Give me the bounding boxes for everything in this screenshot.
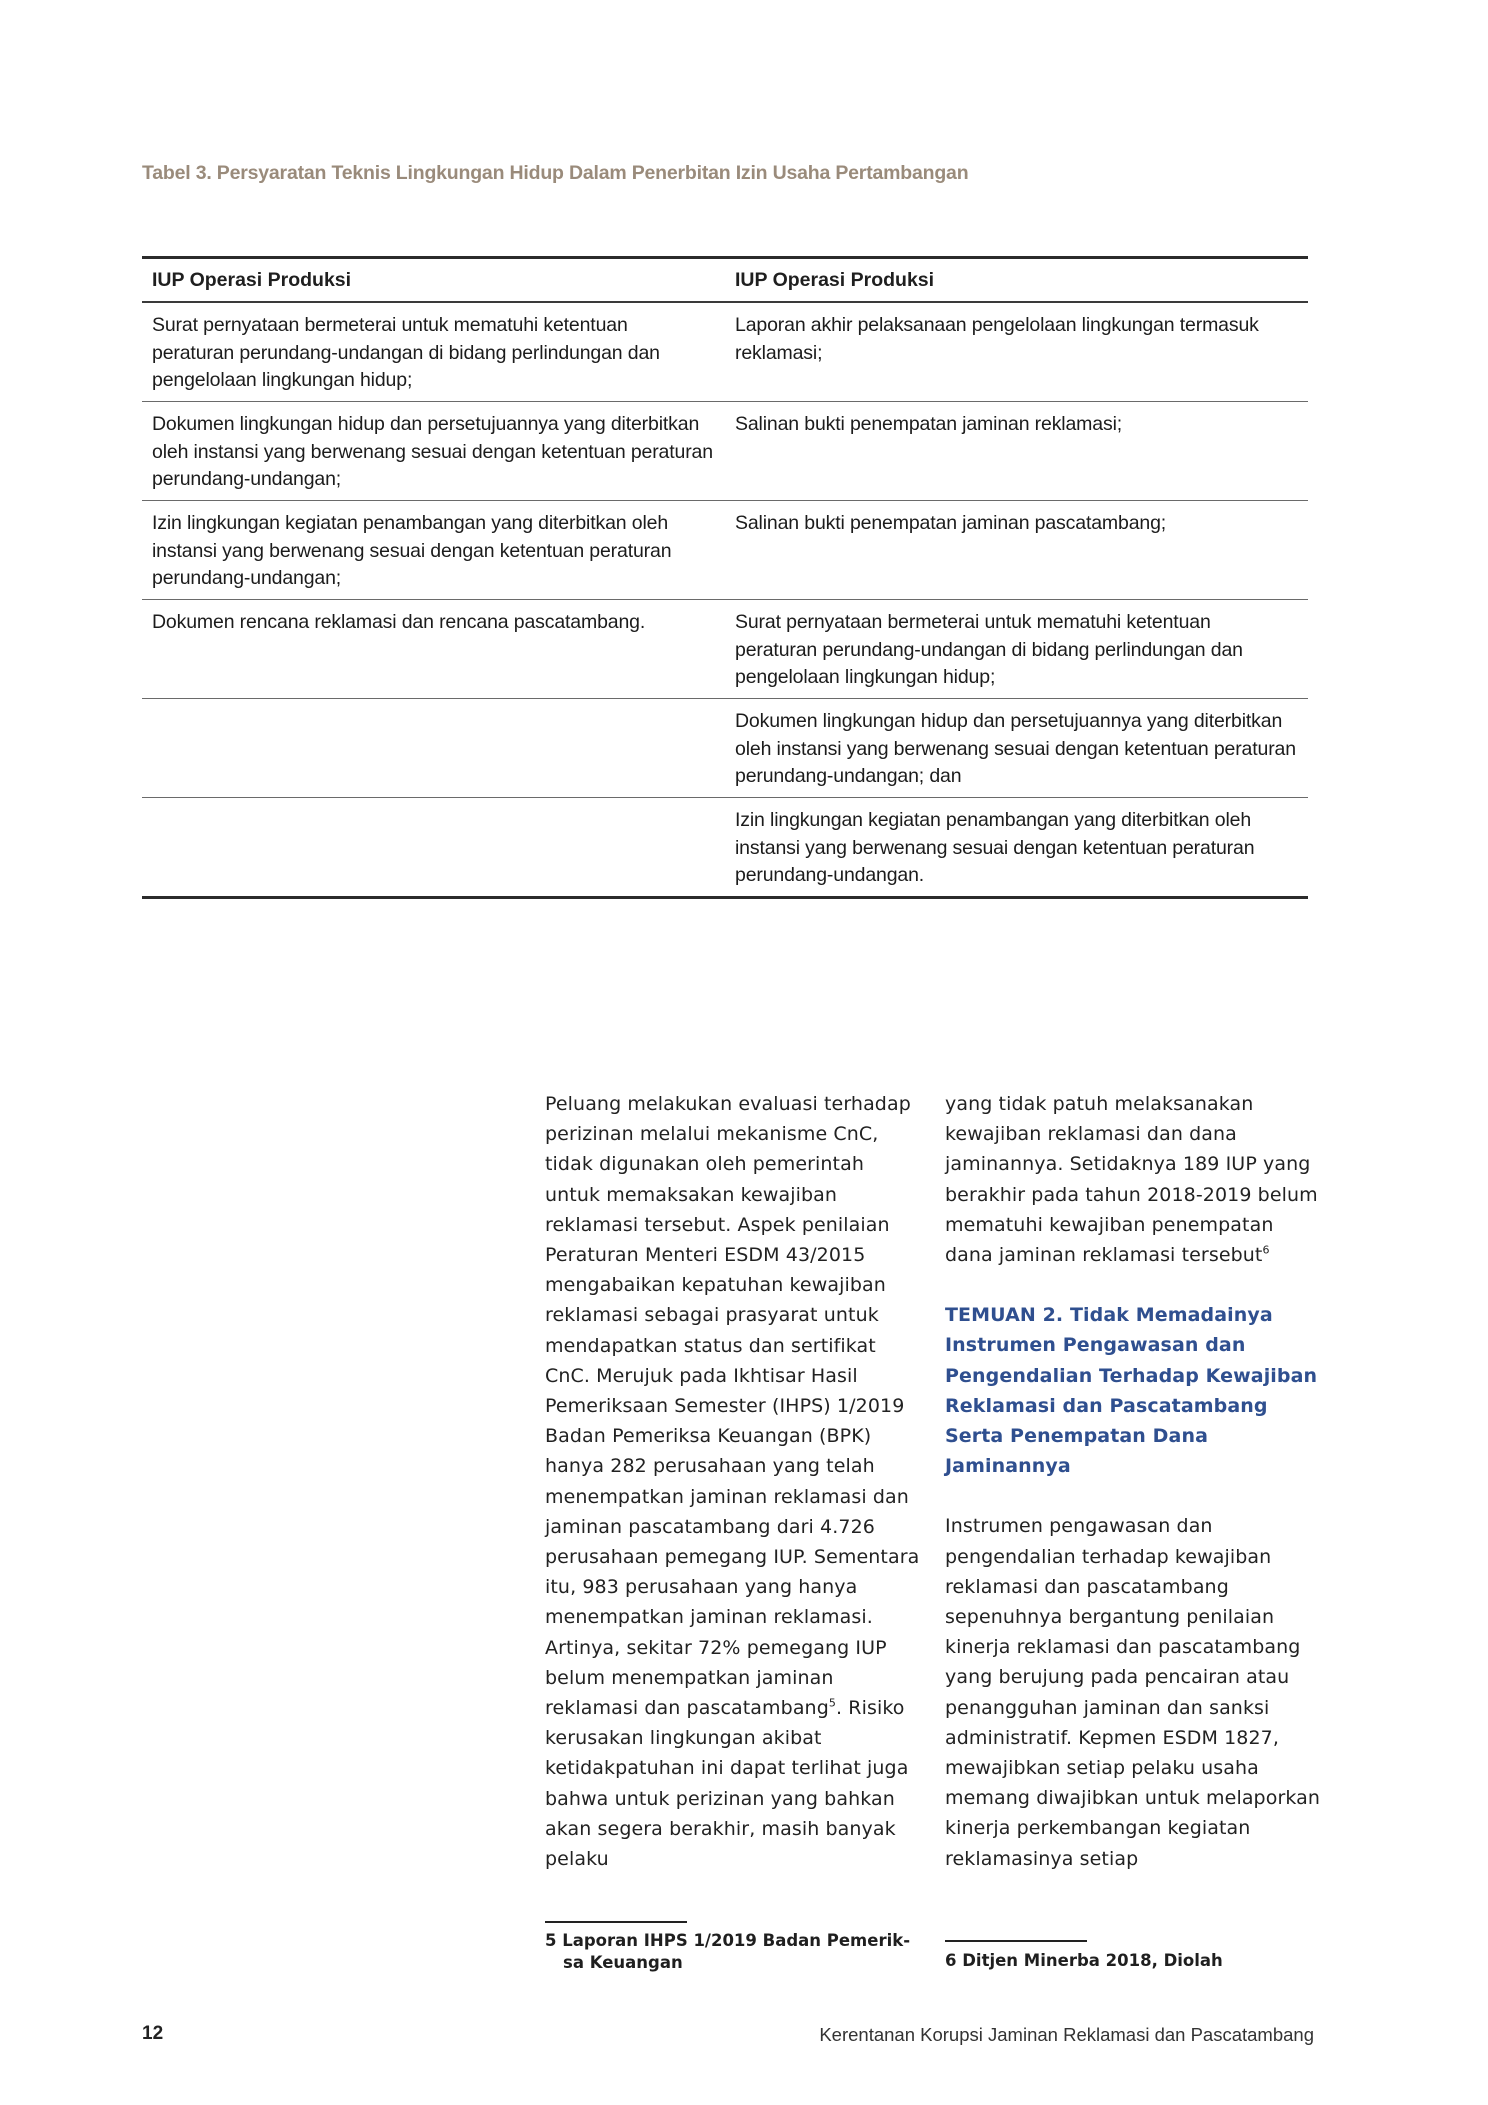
footnote-5 — [545, 1930, 925, 1974]
table-row — [142, 699, 1308, 798]
table-caption: Tabel 3. Persyaratan Teknis Lingkungan Hidup Dalam Penerbitan Izin Usaha Pertambangan — [142, 162, 969, 184]
table-cell: Salinan bukti penempatan jaminan reklamasi; — [725, 402, 1308, 501]
table-cell: Dokumen lingkungan hidup dan persetujuannya yang diterbitkan oleh instansi yang berwenang sesuai dengan ketentuan peraturan perundang-undangan; dan — [725, 699, 1308, 798]
footnote-ref[interactable]: 6 — [1262, 1243, 1270, 1257]
table-row — [142, 798, 1308, 898]
spacer — [945, 1481, 1325, 1511]
table-header-cell: IUP Operasi Produksi — [725, 258, 1308, 303]
footnote-text: 5 Laporan IHPS 1/2019 Badan Pemerik- — [545, 1931, 911, 1950]
page-number: 12 — [142, 2023, 164, 2044]
footnote-ref[interactable]: 5 — [828, 1696, 836, 1710]
footnote-text: sa Keuangan — [563, 1953, 683, 1972]
body-left-column — [545, 1089, 925, 1874]
body-right-column — [945, 1089, 1325, 1874]
table-cell: Dokumen rencana reklamasi dan rencana pascatambang. — [142, 600, 725, 699]
footnote-6: 6 Ditjen Minerba 2018, Diolah — [945, 1951, 1223, 1970]
paragraph-text: Peluang melakukan evaluasi terhadap perizinan melalui mekanisme CnC, tidak digunakan oleh pemerintah untuk memaksakan kewajiban reklamasi tersebut. Aspek penilaian Peraturan Menteri ESDM 43/2015 mengabaikan kepatuhan kewajiban reklamasi sebagai prasyarat untuk mendapatkan status dan sertifikat CnC. Merujuk pada Ikhtisar Hasil Pemeriksaan Semester (IHPS) 1/2019 Badan Pemeriksa Keuangan (BPK) hanya 282 perusahaan yang telah menempatkan jaminan reklamasi dan jaminan pascatambang dari 4.726 perusahaan pemegang IUP. Sementara itu, 983 perusahaan yang hanya menempatkan jaminan reklamasi. Artinya, sekitar 72% pemegang IUP belum menempatkan jaminan reklamasi dan pascatambang — [545, 1093, 920, 1720]
footnote-divider — [545, 1921, 687, 1923]
table-row — [142, 501, 1308, 600]
section-heading: TEMUAN 2. Tidak Memadainya Instrumen Pengawasan dan Pengendalian Terhadap Kewajiban Reklamasi dan Pascatambang Serta Penempatan Dana Jaminannya — [945, 1304, 1318, 1478]
paragraph-text: yang tidak patuh melaksanakan kewajiban reklamasi dan dana jaminannya. Setidaknya 189 IUP yang berakhir pada tahun 2018-2019 belum mematuhi kewajiban penempatan dana jaminan reklamasi tersebut — [945, 1093, 1318, 1267]
table-cell: Izin lingkungan kegiatan penambangan yang diterbitkan oleh instansi yang berwenang sesuai dengan ketentuan peraturan perundang-undangan. — [735, 809, 1255, 886]
body-paragraph — [945, 1089, 1325, 1270]
table-header-row — [142, 258, 1308, 303]
table-cell — [142, 699, 725, 798]
table-cell: Laporan akhir pelaksanaan pengelolaan lingkungan termasuk reklamasi; — [725, 302, 1308, 402]
table-row — [142, 302, 1308, 402]
paragraph-text: . Risiko kerusakan lingkungan akibat ketidakpatuhan ini dapat terlihat juga bahwa untuk perizinan yang bahkan akan segera berakhir, masih banyak pelaku — [545, 1697, 909, 1871]
table-row — [142, 600, 1308, 699]
body-paragraph: Instrumen pengawasan dan pengendalian terhadap kewajiban reklamasi dan pascatambang sepenuhnya bergantung penilaian kinerja reklamasi dan pascatambang yang berujung pada pencairan atau penangguhan jaminan dan sanksi administratif. Kepmen ESDM 1827, mewajibkan setiap pelaku usaha memang diwajibkan untuk melaporkan kinerja perkembangan kegiatan reklamasinya setiap — [945, 1515, 1321, 1870]
body-paragraph — [545, 1089, 925, 1874]
table-cell: Salinan bukti penempatan jaminan pascatambang; — [725, 501, 1308, 600]
table-header-cell: IUP Operasi Produksi — [142, 258, 725, 303]
table-cell: Surat pernyataan bermeterai untuk mematuhi ketentuan peraturan perundang-undangan di bidang perlindungan dan pengelolaan lingkungan hidup; — [142, 302, 725, 402]
requirements-table — [142, 256, 1308, 899]
table-cell: Dokumen lingkungan hidup dan persetujuannya yang diterbitkan oleh instansi yang berwenang sesuai dengan ketentuan peraturan perundang-undangan; — [142, 402, 725, 501]
table-cell: Surat pernyataan bermeterai untuk mematuhi ketentuan peraturan perundang-undangan di bidang perlindungan dan pengelolaan lingkungan hidup; — [725, 600, 1308, 699]
footnote-divider — [945, 1940, 1087, 1942]
table-cell — [142, 798, 725, 898]
table-row — [142, 402, 1308, 501]
table-cell: Izin lingkungan kegiatan penambangan yang diterbitkan oleh instansi yang berwenang sesuai dengan ketentuan peraturan perundang-undangan; — [142, 501, 725, 600]
running-footer-title: Kerentanan Korupsi Jaminan Reklamasi dan Pascatambang — [819, 2024, 1314, 2045]
